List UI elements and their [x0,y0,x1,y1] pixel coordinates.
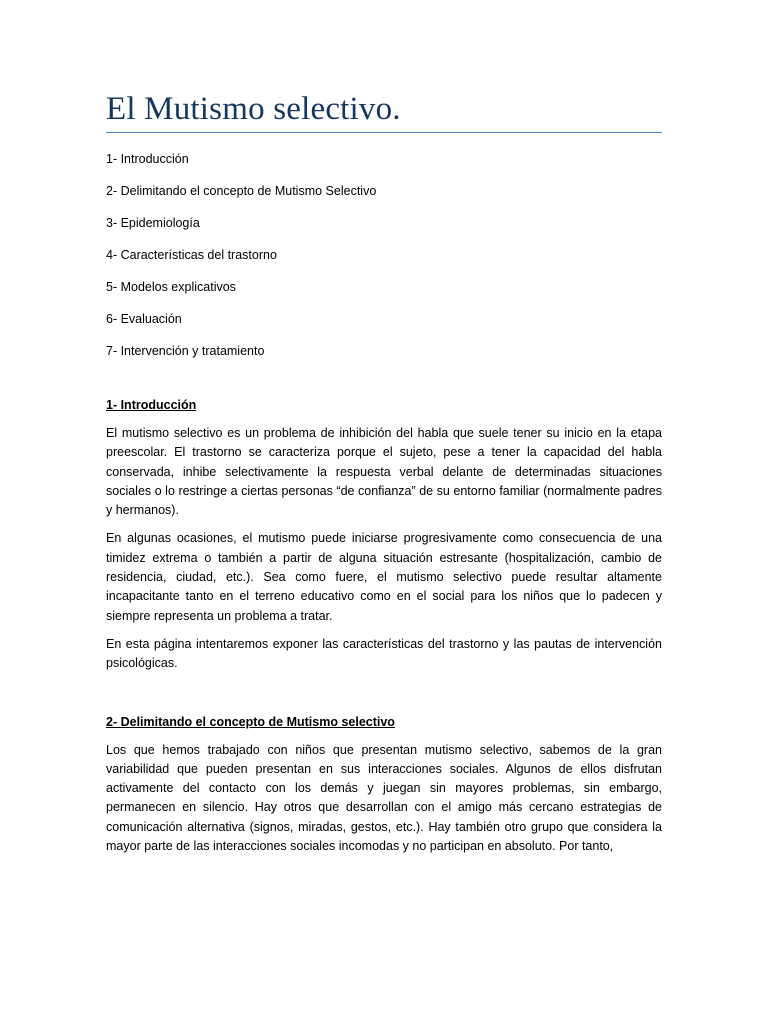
body-paragraph: El mutismo selectivo es un problema de inhibición del habla que suele tener su inicio en la etapa preescolar. El trastorno se caracteriza porque el sujeto, pese a tener la capacidad del habla conservada, inhibe selectivamente la respuesta verbal delante de determinadas situaciones sociales o lo restringe a ciertas personas “de confianza” de su entorno familiar (normalmente padres y hermanos). [106,426,662,518]
toc-item: 6- Evaluación [106,312,182,326]
toc-item: 3- Epidemiología [106,216,200,230]
toc-item: 4- Características del trastorno [106,248,277,262]
body-paragraph: En algunas ocasiones, el mutismo puede iniciarse progresivamente como consecuencia de una timidez extrema o también a partir de alguna situación estresante (hospitalización, cambio de residencia, ciudad, etc.). Sea como fuere, el mutismo selectivo puede resultar altamente incapacitante tanto en el terreno educativo como en el social para los niños que lo padecen y siempre representa un problema a tratar. [106,531,662,623]
section-heading-delimitando: 2- Delimitando el concepto de Mutismo selectivo [106,714,395,729]
toc-item: 2- Delimitando el concepto de Mutismo Selectivo [106,184,377,198]
toc-item: 7- Intervención y tratamiento [106,344,265,358]
document-title: El Mutismo selectivo. [106,88,662,133]
body-paragraph: En esta página intentaremos exponer las características del trastorno y las pautas de intervención psicológicas. [106,636,662,671]
body-paragraph: Los que hemos trabajado con niños que presentan mutismo selectivo, sabemos de la gran variabilidad que pueden presentan en sus interacciones sociales. Algunos de ellos disfrutan activamente del contacto con los demás y juegan sin mayores problemas, sin embargo, permanecen en silencio. Hay otros que desarrollan con el amigo más cercano estrategias de comunicación alternativa (signos, miradas, gestos, etc.). Hay también otro grupo que considera la mayor parte de las interacciones sociales incomodas y no participan en absoluto. Por tanto, [106,742,662,854]
table-of-contents [106,151,662,375]
toc-item: 1- Introducción [106,152,189,166]
toc-item: 5- Modelos explicativos [106,280,236,294]
section-heading-introduccion: 1- Introducción [106,398,197,412]
